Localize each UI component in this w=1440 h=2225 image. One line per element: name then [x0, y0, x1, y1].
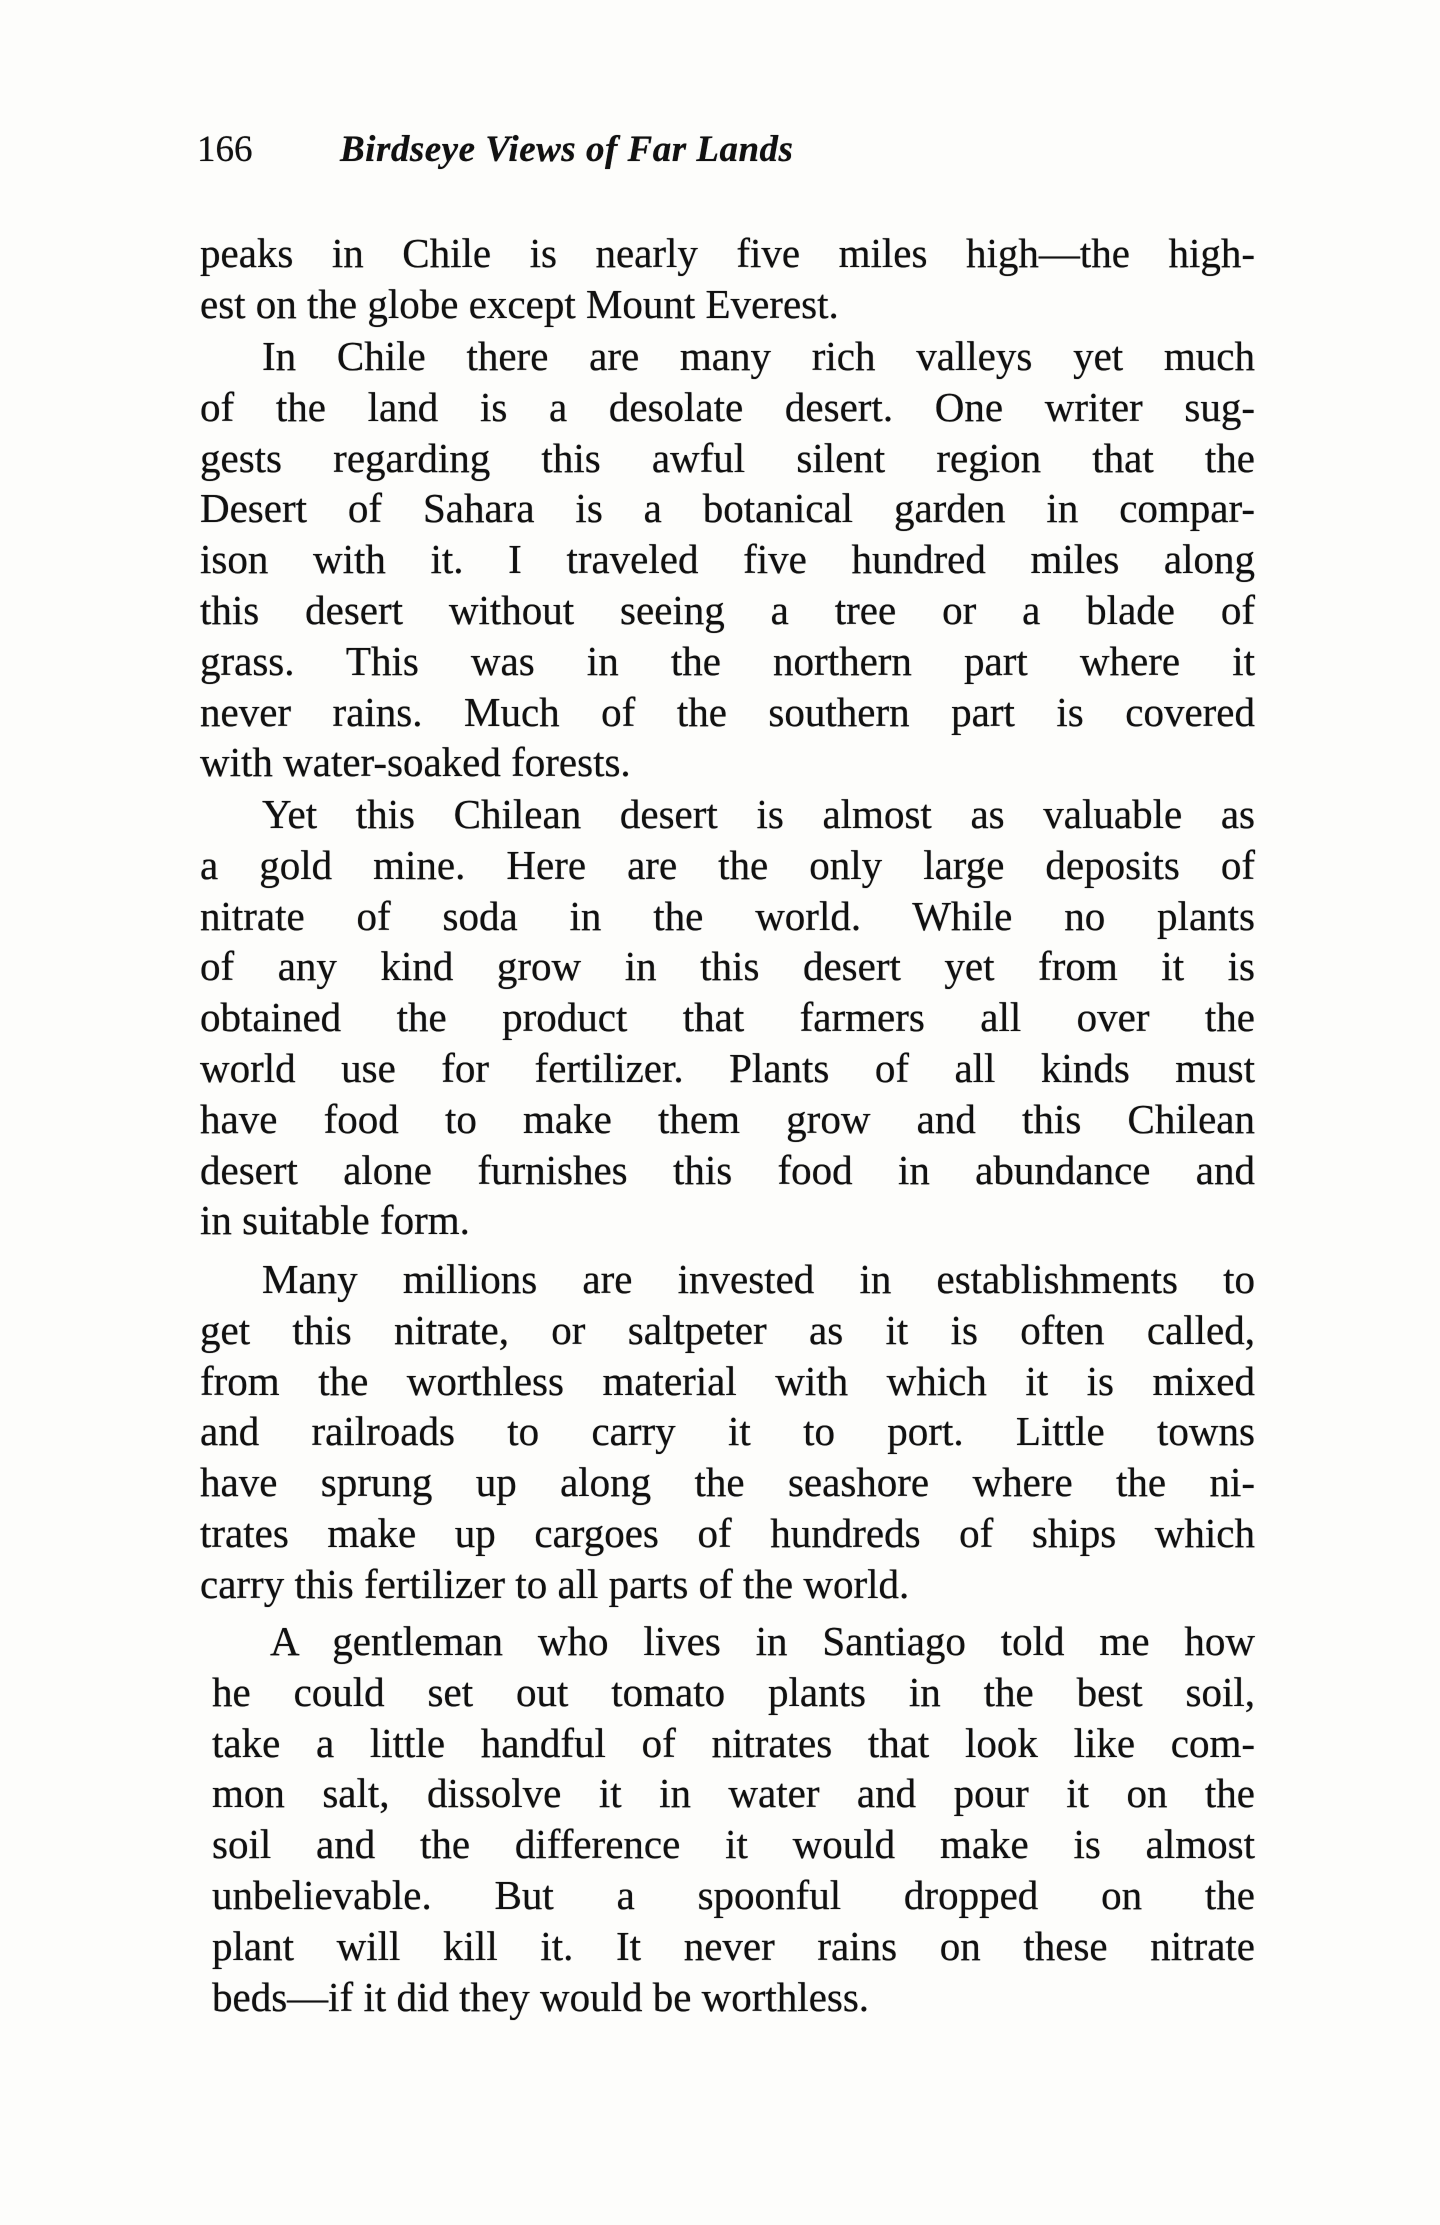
text-line: and railroads to carry it to port. Little towns	[200, 1408, 1255, 1455]
text-line: a gold mine. Here are the only large deposits of	[200, 841, 1255, 888]
text-line: obtained the product that farmers all over the	[200, 994, 1255, 1041]
text-line: with water-soaked forests.	[200, 739, 631, 786]
text-line: gests regarding this awful silent region that the	[200, 434, 1255, 481]
text-line: he could set out tomato plants in the best soil,	[212, 1668, 1255, 1715]
text-line: Desert of Sahara is a botanical garden in compar-	[200, 485, 1255, 532]
text-line: In Chile there are many rich valleys yet much	[262, 333, 1255, 379]
text-line: take a little handful of nitrates that look like com-	[212, 1719, 1255, 1766]
text-line: plant will kill it. It never rains on these nitrate	[212, 1922, 1255, 1969]
text-line: Yet this Chilean desert is almost as valuable as	[262, 791, 1255, 837]
text-line: in suitable form.	[200, 1197, 470, 1244]
text-line: never rains. Much of the southern part is covered	[200, 688, 1255, 735]
text-line: have food to make them grow and this Chilean	[200, 1095, 1255, 1142]
text-line: world use for fertilizer. Plants of all kinds must	[200, 1045, 1255, 1091]
text-line: est on the globe except Mount Everest.	[200, 280, 839, 327]
running-title: Birdseye Views of Far Lands	[340, 129, 794, 170]
text-line: trates make up cargoes of hundreds of ships which	[200, 1510, 1255, 1556]
text-line: this desert without seeing a tree or a blade of	[200, 587, 1255, 633]
text-line: of any kind grow in this desert yet from it is	[200, 943, 1255, 990]
text-line: A gentleman who lives in Santiago told me how	[270, 1618, 1255, 1664]
text-line: get this nitrate, or saltpeter as it is often called,	[200, 1306, 1255, 1353]
text-line: nitrate of soda in the world. While no plants	[200, 892, 1255, 939]
text-line: soil and the difference it would make is almost	[212, 1821, 1255, 1868]
text-line: grass. This was in the northern part where it	[200, 637, 1255, 684]
text-line: peaks in Chile is nearly five miles high—the high-	[200, 230, 1255, 276]
text-line: beds—if it did they would be worthless.	[212, 1973, 870, 2020]
text-line: desert alone furnishes this food in abundance and	[200, 1146, 1255, 1193]
text-line: carry this fertilizer to all parts of the world.	[200, 1560, 910, 1607]
text-line: Many millions are invested in establishments to	[262, 1256, 1255, 1302]
text-line: mon salt, dissolve it in water and pour it on the	[212, 1770, 1255, 1817]
text-line: ison with it. I traveled five hundred miles along	[200, 536, 1255, 583]
text-line: from the worthless material with which it is mixed	[200, 1357, 1255, 1404]
text-line: have sprung up along the seashore where the ni-	[200, 1459, 1255, 1506]
text-line: of the land is a desolate desert. One writer sug-	[200, 383, 1255, 430]
page-number: 166	[197, 129, 253, 170]
text-line: unbelievable. But a spoonful dropped on the	[212, 1872, 1255, 1918]
